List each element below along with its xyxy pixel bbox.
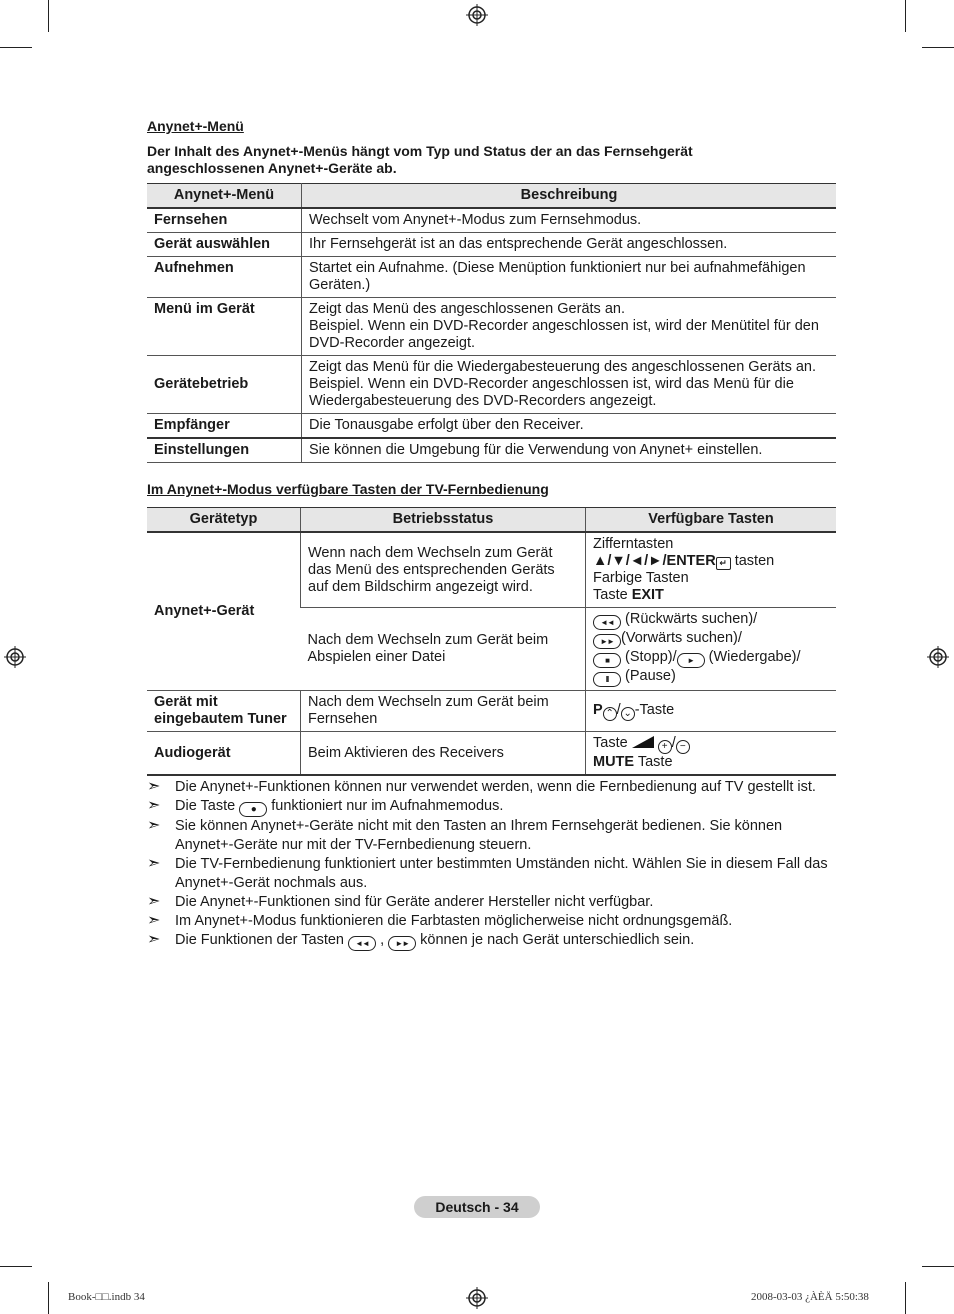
exit-key-text: EXIT	[631, 587, 664, 603]
rewind-label: (Rückwärts suchen)/	[625, 611, 758, 627]
menu-item-description: Startet ein Aufnahme. (Diese Menüption funktioniert nur bei aufnahmefähigen Geräten.)	[302, 257, 837, 298]
keys-suffix: -Taste	[634, 701, 675, 718]
note-text: funktioniert nur im Aufnahmemodus.	[271, 798, 504, 814]
registration-mark-icon	[466, 1287, 488, 1309]
table-row	[147, 208, 836, 233]
rewind-icon: ◄◄	[593, 615, 621, 630]
table-row	[147, 298, 836, 356]
device-type: Anynet+-Gerät	[147, 532, 301, 691]
stop-label: (Stopp)/	[625, 649, 677, 665]
crop-mark	[48, 1282, 49, 1314]
record-icon: ●	[239, 802, 267, 817]
column-header: Beschreibung	[302, 184, 837, 209]
table-header-row	[147, 184, 836, 209]
note-item	[147, 855, 837, 893]
menu-item-label: Gerät auswählen	[147, 233, 302, 257]
available-keys	[586, 532, 837, 608]
menu-item-description	[302, 298, 837, 356]
note-text: Die Taste	[175, 798, 236, 814]
keys-line	[593, 611, 829, 630]
keys-line	[593, 754, 829, 771]
menu-item-description: Ihr Fernsehgerät ist an das entsprechende Gerät angeschlossen.	[302, 233, 837, 257]
menu-item-label: Fernsehen	[147, 208, 302, 233]
table-row	[147, 532, 836, 608]
p-key-text: P	[593, 701, 603, 718]
crop-mark	[0, 1266, 32, 1267]
page-number-badge: Deutsch - 34	[414, 1196, 540, 1218]
crop-mark	[922, 1266, 954, 1267]
note-text: Die Anynet+-Funktionen sind für Geräte anderer Hersteller nicht verfügbar.	[175, 894, 654, 910]
note-item	[147, 817, 837, 855]
menu-item-label: Menü im Gerät	[147, 298, 302, 356]
operating-status: Nach dem Wechseln zum Gerät beim Abspielen einer Datei	[301, 608, 586, 691]
table-header-row	[147, 508, 836, 533]
enter-key-text: ENTER	[666, 553, 716, 569]
anynet-menu-table	[147, 183, 836, 463]
channel-down-icon: ⌄	[621, 707, 635, 721]
keys-suffix: Taste	[634, 754, 673, 770]
operating-status: Nach dem Wechseln zum Gerät beim Fernsehen	[301, 691, 586, 732]
fast-forward-label: (Vorwärts suchen)/	[621, 630, 742, 646]
note-arrow-icon: ➣	[147, 912, 161, 929]
note-text: Sie können Anynet+-Geräte nicht mit den Tasten an Ihrem Fernsehgerät bedienen. Sie können Anynet+-Geräte nur mit der TV-Fernbedienung steuern.	[175, 818, 783, 853]
section-title: Anynet+-Menü	[147, 118, 244, 134]
fast-forward-icon: ►►	[388, 936, 416, 951]
table-row	[147, 691, 836, 732]
note-text: Die TV-Fernbedienung funktioniert unter bestimmten Umständen nicht. Wählen Sie in diesem Fall das Anynet+-Gerät nochmals aus.	[175, 856, 828, 891]
column-header: Gerätetyp	[147, 508, 301, 533]
column-header: Betriebsstatus	[301, 508, 586, 533]
note-item: ➣ Die Funktionen der Tasten ◄◄ , ►► können je nach Gerät unterschiedlich sein.	[147, 931, 837, 951]
intro-text: Der Inhalt des Anynet+-Menüs hängt vom Typ und Status der an das Fernsehgerät angeschlossenen Anynet+-Geräte ab.	[147, 143, 693, 176]
registration-mark-icon	[4, 646, 26, 668]
menu-item-label: Aufnehmen	[147, 257, 302, 298]
section-title: Im Anynet+-Modus verfügbare Tasten der TV-Fernbedienung	[147, 481, 549, 497]
play-icon: ►	[677, 653, 705, 668]
column-header: Verfügbare Tasten	[586, 508, 837, 533]
note-arrow-icon: ➣	[147, 778, 161, 795]
crop-mark	[905, 1282, 906, 1314]
mute-key-text: MUTE	[593, 754, 635, 770]
operating-status: Beim Aktivieren des Receivers	[301, 732, 586, 776]
table-row	[147, 233, 836, 257]
crop-mark	[48, 0, 49, 32]
column-header: Anynet+-Menü	[147, 184, 302, 209]
keys-line	[593, 587, 829, 604]
note-text: Die Funktionen der Tasten	[175, 932, 345, 948]
device-type: Audiogerät	[147, 732, 301, 776]
keys-prefix: Taste	[593, 587, 632, 603]
table-row	[147, 438, 836, 463]
keys-line	[593, 668, 829, 687]
keys-line: Farbige Tasten	[593, 570, 689, 586]
table-row	[147, 414, 836, 439]
note-arrow-icon: ➣	[147, 931, 161, 948]
device-type: Gerät mit eingebautem Tuner	[147, 691, 301, 732]
print-slug-right: 2008-03-03 ¿ÀÈÄ 5:50:38	[751, 1291, 869, 1303]
table-row	[147, 356, 836, 414]
rewind-icon: ◄◄	[348, 936, 376, 951]
note-text: Die Anynet+-Funktionen können nur verwendet werden, wenn die Fernbedienung auf TV gestellt ist.	[175, 779, 816, 795]
volume-up-icon: +	[658, 740, 672, 754]
notes-list	[147, 778, 837, 951]
keys-prefix: Taste	[593, 735, 632, 751]
note-text: Im Anynet+-Modus funktionieren die Farbtasten möglicherweise nicht ordnungsgemäß.	[175, 913, 733, 929]
pause-icon: II	[593, 672, 621, 687]
menu-item-label: Empfänger	[147, 414, 302, 439]
crop-mark	[922, 47, 954, 48]
keys-line	[593, 553, 829, 570]
note-text: können je nach Gerät unterschiedlich sein.	[420, 932, 695, 948]
note-arrow-icon: ➣	[147, 817, 161, 834]
operating-status: Wenn nach dem Wechseln zum Gerät das Menü des entsprechenden Geräts auf dem Bildschirm angezeigt wird.	[301, 532, 586, 608]
keys-line	[593, 649, 829, 668]
menu-item-description: Die Tonausgabe erfolgt über den Receiver.	[302, 414, 837, 439]
crop-mark	[0, 47, 32, 48]
pause-label: (Pause)	[625, 668, 676, 684]
table-row	[147, 732, 836, 776]
registration-mark-icon	[927, 646, 949, 668]
menu-item-description: Wechselt vom Anynet+-Modus zum Fernsehmodus.	[302, 208, 837, 233]
available-keys	[586, 608, 837, 691]
volume-icon	[632, 736, 654, 748]
volume-down-icon: −	[676, 740, 690, 754]
enter-icon: ↵	[716, 557, 731, 570]
description-line: Zeigt das Menü für die Wiedergabesteuerung des angeschlossenen Geräts an.	[309, 359, 817, 375]
registration-mark-icon	[466, 4, 488, 26]
play-label: (Wiedergabe)/	[704, 649, 801, 665]
channel-up-icon: ⌃	[603, 707, 617, 721]
note-item	[147, 893, 837, 912]
keys-suffix: tasten	[730, 553, 775, 569]
crop-mark	[905, 0, 906, 32]
description-example: Beispiel. Wenn ein DVD-Recorder angeschlossen ist, wird der Menütitel für den DVD-Recorder angezeigt.	[309, 318, 819, 351]
table-row	[147, 257, 836, 298]
description-line: Zeigt das Menü des angeschlossenen Geräts an.	[309, 301, 625, 317]
stop-icon: ■	[593, 653, 621, 668]
available-keys	[586, 732, 837, 776]
note-arrow-icon: ➣	[147, 893, 161, 910]
note-item	[147, 797, 837, 817]
note-arrow-icon: ➣	[147, 855, 161, 872]
remote-keys-table	[147, 507, 836, 776]
note-arrow-icon: ➣	[147, 797, 161, 814]
arrow-keys-text: ▲/▼/◄/►/	[593, 553, 667, 569]
fast-forward-icon: ►►	[593, 634, 621, 649]
note-item	[147, 778, 837, 797]
menu-item-description: Sie können die Umgebung für die Verwendung von Anynet+ einstellen.	[302, 438, 837, 463]
menu-item-label: Gerätebetrieb	[147, 356, 302, 414]
keys-line: Zifferntasten	[593, 536, 674, 552]
keys-line: Taste + / −	[593, 735, 829, 754]
menu-item-description	[302, 356, 837, 414]
note-item	[147, 912, 837, 931]
menu-item-label: Einstellungen	[147, 438, 302, 463]
description-example: Beispiel. Wenn ein DVD-Recorder angeschlossen ist, wird das Menü für die Wiedergabesteuerung des DVD-Recorders angezeigt.	[309, 376, 794, 409]
keys-line	[593, 630, 829, 649]
available-keys: P ⌃ / ⌄ -Taste	[586, 691, 837, 732]
print-slug-left: Book-□□.indb 34	[68, 1291, 145, 1303]
